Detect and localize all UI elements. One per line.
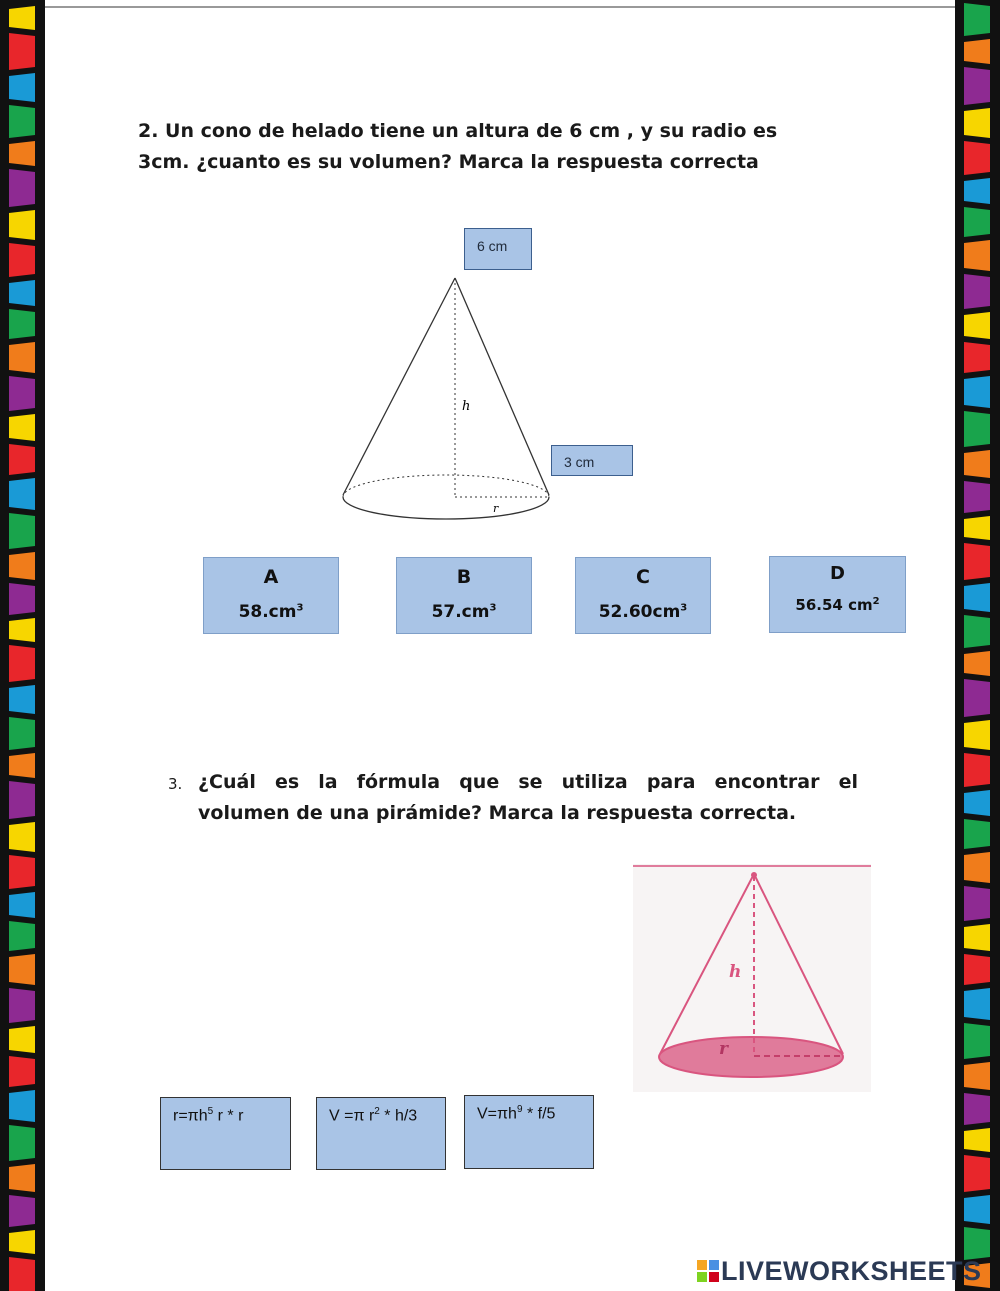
answer-a-letter: A bbox=[263, 566, 279, 588]
border-tile bbox=[9, 376, 35, 411]
answer-c-letter: C bbox=[636, 566, 650, 588]
border-tile bbox=[9, 444, 35, 475]
border-tile bbox=[964, 954, 990, 985]
border-tile bbox=[964, 312, 990, 339]
border-tile bbox=[964, 651, 990, 676]
border-tile bbox=[964, 450, 990, 478]
formula-option-3[interactable] bbox=[464, 1095, 594, 1169]
liveworksheets-icon bbox=[697, 1260, 719, 1282]
answer-d-letter: D bbox=[830, 563, 845, 584]
border-tile bbox=[9, 921, 35, 951]
border-tile bbox=[9, 1164, 35, 1192]
border-tile bbox=[9, 513, 35, 549]
question-2-line-1: 2. Un cono de helado tiene un altura de 6 cm , y su radio es bbox=[138, 120, 778, 142]
border-tile bbox=[9, 1230, 35, 1254]
pink-cone-h-label: h bbox=[729, 962, 742, 982]
cone-h-label: h bbox=[462, 399, 471, 414]
border-tile bbox=[9, 988, 35, 1023]
border-tile bbox=[9, 33, 35, 70]
border-tile bbox=[9, 478, 35, 510]
border-tile bbox=[964, 178, 990, 204]
border-tile bbox=[964, 988, 990, 1020]
border-tile bbox=[964, 924, 990, 951]
border-tile bbox=[964, 376, 990, 408]
page-top-rule bbox=[45, 6, 955, 8]
border-tile bbox=[9, 954, 35, 985]
radius-label-box bbox=[551, 445, 633, 476]
answer-d-exponent: 2 bbox=[872, 596, 880, 607]
border-tile bbox=[964, 67, 990, 105]
border-tile bbox=[9, 717, 35, 750]
border-tile bbox=[9, 309, 35, 339]
answer-b-exponent: 3 bbox=[489, 602, 497, 614]
pink-cone-r-label: r bbox=[719, 1039, 728, 1059]
formula-2-rest: * h/3 bbox=[379, 1107, 418, 1125]
radius-label: 3 cm bbox=[564, 454, 595, 470]
border-tile bbox=[964, 207, 990, 237]
border-tile bbox=[964, 108, 990, 138]
border-tile bbox=[964, 411, 990, 447]
border-tile bbox=[964, 1128, 990, 1152]
border-tile bbox=[9, 1195, 35, 1227]
border-tile bbox=[9, 822, 35, 852]
liveworksheets-logo bbox=[697, 1256, 982, 1287]
border-tile bbox=[9, 342, 35, 373]
border-tile bbox=[9, 685, 35, 714]
formula-option-2[interactable] bbox=[316, 1097, 446, 1170]
question-3-number: 3. bbox=[168, 775, 183, 793]
pink-cone-image bbox=[633, 864, 871, 1092]
height-label: 6 cm bbox=[477, 238, 508, 254]
answer-option-c[interactable] bbox=[575, 557, 711, 634]
answer-a-exponent: 3 bbox=[296, 602, 304, 614]
border-tile bbox=[9, 243, 35, 277]
border-tile bbox=[9, 618, 35, 642]
border-tile bbox=[9, 73, 35, 102]
border-tile bbox=[964, 1155, 990, 1192]
cone-diagram bbox=[330, 270, 570, 530]
answer-option-a[interactable] bbox=[203, 557, 339, 634]
border-tile bbox=[964, 342, 990, 373]
border-tile bbox=[964, 790, 990, 816]
border-tile bbox=[964, 516, 990, 540]
formula-2-exponent: 2 bbox=[374, 1106, 380, 1117]
border-tile bbox=[964, 819, 990, 849]
question-2-text bbox=[138, 116, 858, 178]
formula-option-1[interactable] bbox=[160, 1097, 291, 1170]
right-decorative-border bbox=[955, 0, 1000, 1291]
formula-1-base: r=πh bbox=[173, 1107, 208, 1125]
formula-3-rest: * f/5 bbox=[522, 1105, 556, 1123]
border-tile bbox=[964, 1195, 990, 1224]
question-3-line-1: ¿Cuál es la fórmula que se utiliza para encontrar el bbox=[198, 771, 858, 793]
answer-b-letter: B bbox=[456, 566, 472, 588]
border-tile bbox=[9, 210, 35, 240]
formula-1-exponent: 5 bbox=[207, 1106, 214, 1117]
border-tile bbox=[9, 645, 35, 682]
border-tile bbox=[964, 39, 990, 64]
formula-1-rest: r * r bbox=[213, 1107, 244, 1125]
border-tile bbox=[964, 615, 990, 648]
question-3-text bbox=[168, 767, 858, 829]
border-tile bbox=[9, 753, 35, 778]
cone-r-label: r bbox=[493, 502, 499, 515]
border-tile bbox=[964, 3, 990, 36]
height-label-box bbox=[464, 228, 532, 270]
border-tile bbox=[964, 240, 990, 271]
formula-3-base: V=πh bbox=[477, 1105, 517, 1123]
border-tile bbox=[9, 169, 35, 207]
border-tile bbox=[9, 781, 35, 819]
border-tile bbox=[9, 552, 35, 580]
answer-b-value: 57.cm bbox=[431, 602, 490, 622]
border-tile bbox=[964, 481, 990, 513]
answer-c-value: 52.60cm bbox=[598, 602, 681, 622]
border-tile bbox=[9, 141, 35, 166]
border-tile bbox=[964, 852, 990, 883]
border-tile bbox=[964, 274, 990, 309]
border-tile bbox=[964, 141, 990, 175]
border-tile bbox=[9, 414, 35, 441]
border-tile bbox=[9, 1125, 35, 1161]
border-tile bbox=[9, 583, 35, 615]
question-2-line-2: 3cm. ¿cuanto es su volumen? Marca la respuesta correcta bbox=[138, 151, 759, 173]
border-tile bbox=[964, 753, 990, 787]
border-tile bbox=[964, 1093, 990, 1125]
border-tile bbox=[9, 280, 35, 306]
question-3-line-2: volumen de una pirámide? Marca la respuesta correcta. bbox=[198, 802, 797, 824]
border-tile bbox=[964, 1062, 990, 1090]
border-tile bbox=[9, 1056, 35, 1087]
border-tile bbox=[964, 1023, 990, 1059]
border-tile bbox=[964, 583, 990, 612]
answer-a-value: 58.cm bbox=[238, 602, 297, 622]
left-decorative-border bbox=[0, 0, 45, 1291]
answer-option-d[interactable] bbox=[769, 556, 906, 633]
border-tile bbox=[9, 1026, 35, 1053]
border-tile bbox=[9, 855, 35, 889]
answer-d-value: 56.54 cm bbox=[795, 596, 873, 614]
answer-option-b[interactable] bbox=[396, 557, 532, 634]
border-tile bbox=[964, 543, 990, 580]
border-tile bbox=[9, 892, 35, 918]
border-tile bbox=[9, 6, 35, 30]
formula-2-base: V =π r bbox=[329, 1107, 375, 1125]
border-tile bbox=[9, 1257, 35, 1291]
border-tile bbox=[964, 720, 990, 750]
border-tile bbox=[9, 105, 35, 138]
border-tile bbox=[964, 886, 990, 921]
border-tile bbox=[9, 1090, 35, 1122]
answer-c-exponent: 3 bbox=[680, 602, 688, 614]
formula-3-exponent: 9 bbox=[516, 1104, 523, 1115]
border-tile bbox=[964, 679, 990, 717]
liveworksheets-logo-text: LIVEWORKSHEETS bbox=[721, 1256, 982, 1286]
